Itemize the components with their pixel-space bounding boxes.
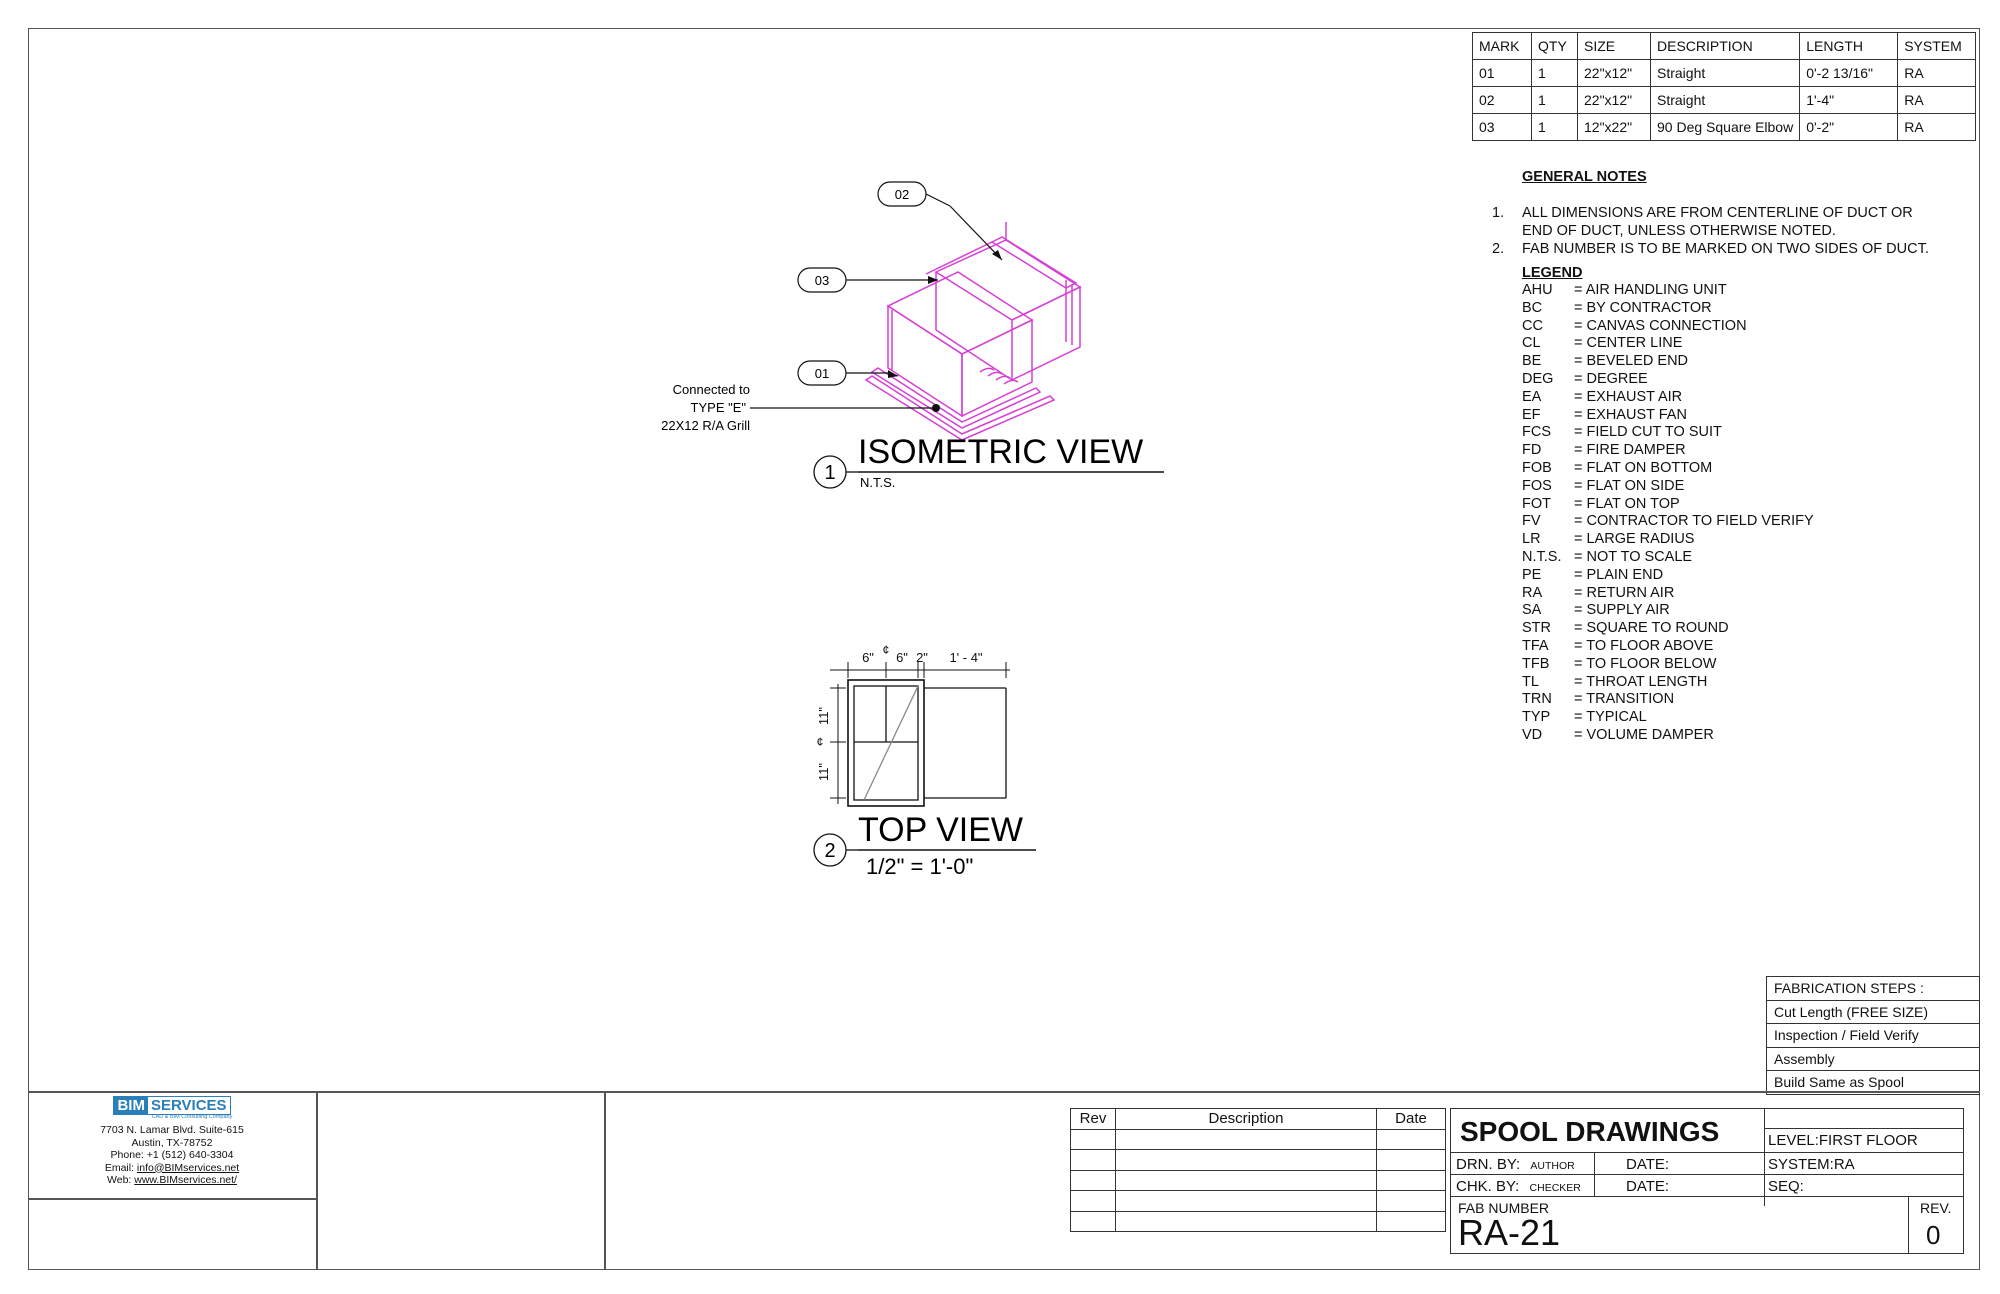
legend-item [1522,460,1882,478]
legend-abbreviation: FD [1522,442,1542,459]
dimension-label: 2" [916,650,928,665]
table-row [1473,87,1976,114]
legend-meaning: = BY CONTRACTOR [1574,299,1712,316]
legend-meaning: = FIRE DAMPER [1574,442,1686,459]
connection-note [661,382,750,433]
schedule-cell: 01 [1473,60,1532,87]
callout-leaders [750,194,1002,408]
legend-item [1522,478,1882,496]
legend-meaning: = RETURN AIR [1574,584,1675,601]
legend-item [1522,567,1882,585]
view-scale: N.T.S. [860,475,896,490]
fabrication-steps-table [1766,976,1980,1095]
title-block-divider [1594,1152,1595,1196]
drawn-date-label: DATE: [1626,1156,1670,1173]
legend-meaning: = TO FLOOR ABOVE [1574,637,1714,654]
legend-item [1522,620,1882,638]
dimension-label: 11" [816,762,831,782]
schedule-cell: RA [1898,87,1976,114]
schedule-cell: 0'-2" [1800,114,1898,141]
view-number: 2 [824,840,836,862]
legend-item [1522,353,1882,371]
fabrication-steps-title: FABRICATION STEPS : [1767,977,1980,1001]
legend-item [1522,389,1882,407]
legend-abbreviation: FOB [1522,459,1552,476]
email-link[interactable]: info@BIMservices.net [136,1161,240,1174]
legend-meaning: = TYPICAL [1574,709,1647,726]
logo-left-text: BIM [114,1097,148,1114]
schedule-cell: 1'-4" [1800,87,1898,114]
revision-value: 0 [1926,1220,1941,1250]
table-row [1071,1191,1446,1212]
top-view-drawing [800,632,1030,812]
legend-meaning: = SQUARE TO ROUND [1574,620,1729,637]
level-field: LEVEL:FIRST FLOOR [1768,1132,1918,1149]
legend-meaning: = THROAT LENGTH [1574,673,1708,690]
legend-item [1522,318,1882,336]
legend-meaning: = NOT TO SCALE [1574,548,1693,565]
note-number: 1. [1492,205,1505,221]
legend-item [1522,335,1882,353]
legend-meaning: = PLAIN END [1574,566,1664,583]
title-strip-divider [28,1091,1980,1093]
fabrication-step: Inspection / Field Verify [1767,1024,1980,1048]
revision-header: Description [1116,1109,1377,1130]
title-block-divider [1908,1196,1909,1254]
revision-header: Date [1377,1109,1446,1130]
legend-item [1522,709,1882,727]
legend-meaning: = CONTRACTOR TO FIELD VERIFY [1574,513,1814,530]
legend-meaning: = LARGE RADIUS [1574,531,1695,548]
connection-point [932,404,940,412]
legend-abbreviation: EA [1522,388,1542,405]
legend-abbreviation: FCS [1522,424,1551,441]
schedule-header: QTY [1532,33,1578,60]
company-phone: Phone: +1 (512) 640-3304 [110,1149,234,1161]
callout-label: 01 [814,366,830,381]
isometric-view-label [810,430,1180,500]
schedule-cell: 22"x12" [1578,60,1651,87]
title-block-divider [1450,1196,1964,1197]
table-row [1473,60,1976,87]
drawn-by-label: DRN. BY: [1456,1156,1521,1173]
legend-item [1522,549,1882,567]
note-item [1492,240,1932,258]
legend-meaning: = EXHAUST FAN [1574,406,1687,423]
legend-meaning: = CENTER LINE [1574,335,1683,352]
schedule-cell: 03 [1473,114,1532,141]
panel-divider [316,1091,318,1270]
legend-abbreviation: N.T.S. [1522,548,1562,565]
title-block-divider [1450,1174,1964,1175]
drawn-by-field [1456,1156,1575,1173]
legend-item [1522,300,1882,318]
system-field: SYSTEM:RA [1768,1156,1855,1173]
schedule-cell: 02 [1473,87,1532,114]
company-info [28,1095,316,1187]
callout-bubble-02 [878,182,926,206]
legend-abbreviation: RA [1522,584,1543,601]
legend-item [1522,602,1882,620]
legend-abbreviation: EF [1522,406,1541,423]
connection-note-line: 22X12 R/A Grill [661,418,750,433]
legend-meaning: = AIR HANDLING UNIT [1574,282,1727,298]
schedule-cell: 1 [1532,87,1578,114]
schedule-cell: 12"x22" [1578,114,1651,141]
schedule-cell: 0'-2 13/16" [1800,60,1898,87]
top-view-label [810,808,1050,888]
logo-tagline: CAD & BIM Consulting Company [151,1114,233,1120]
legend-item [1522,371,1882,389]
logo-right-text: SERVICES [150,1097,227,1114]
callout-bubble-03 [798,268,846,292]
view-title: ISOMETRIC VIEW [858,433,1144,471]
schedule-cell: 90 Deg Square Elbow [1651,114,1800,141]
legend-meaning: = FLAT ON TOP [1574,495,1680,512]
revision-label: REV. [1920,1200,1952,1216]
dimension-label: 11" [816,706,831,726]
view-title: TOP VIEW [858,811,1024,849]
legend-meaning: = TO FLOOR BELOW [1574,655,1717,672]
general-notes-list [1492,204,1932,258]
company-address: 7703 N. Lamar Blvd. Suite-615 [100,1124,244,1136]
schedule-cell: Straight [1651,60,1800,87]
company-web [28,1174,316,1187]
note-item [1492,204,1932,222]
view-scale: 1/2" = 1'-0" [866,854,974,879]
legend-item [1522,638,1882,656]
legend-abbreviation: TFA [1522,637,1549,654]
revisions-table [1070,1108,1446,1232]
legend-item [1522,531,1882,549]
legend-meaning: = SUPPLY AIR [1574,602,1670,619]
note-text: ALL DIMENSIONS ARE FROM CENTERLINE OF DUCT OR [1522,205,1913,221]
dimension-label: 1' - 4" [949,650,983,665]
checked-date-label: DATE: [1626,1178,1670,1195]
company-address: Austin, TX-78752 [131,1136,213,1149]
schedule-header: MARK [1473,33,1532,60]
drawn-by-value: AUTHOR [1530,1160,1575,1172]
note-text: END OF DUCT, UNLESS OTHERWISE NOTED. [1522,223,1836,239]
legend-meaning: = EXHAUST AIR [1574,388,1683,405]
legend-abbreviation: AHU [1522,282,1553,298]
legend-item [1522,407,1882,425]
company-logo [113,1096,230,1115]
legend-abbreviation: TL [1522,673,1539,690]
legend-item [1522,496,1882,514]
table-row [1473,114,1976,141]
note-text: FAB NUMBER IS TO BE MARKED ON TWO SIDES OF DUCT. [1522,241,1929,257]
drawing-title: SPOOL DRAWINGS [1460,1116,1720,1147]
legend-abbreviation: BC [1522,299,1543,316]
legend-meaning: = DEGREE [1574,370,1648,387]
schedule-header: SYSTEM [1898,33,1976,60]
legend-abbreviation: PE [1522,566,1542,583]
fabrication-step: Build Same as Spool [1767,1071,1980,1095]
legend-meaning: = FIELD CUT TO SUIT [1574,424,1722,441]
legend-abbreviation: TFB [1522,655,1550,672]
centerline-symbol: ¢ [882,643,890,657]
legend-item [1522,513,1882,531]
title-block-divider [1764,1128,1964,1129]
parts-schedule-table [1472,32,1976,141]
schedule-header: DESCRIPTION [1651,33,1800,60]
view-number: 1 [824,462,836,484]
duct-geometry [866,222,1080,440]
revision-header: Rev [1071,1109,1116,1130]
legend-item [1522,656,1882,674]
schedule-header: LENGTH [1800,33,1898,60]
panel-divider [604,1091,606,1270]
legend-meaning: = VOLUME DAMPER [1574,726,1714,743]
schedule-cell: RA [1898,114,1976,141]
checked-by-label: CHK. BY: [1456,1178,1520,1195]
legend-abbreviation: LR [1522,531,1541,548]
centerline-symbol: ¢ [816,735,824,749]
top-view-dimensions [830,662,1010,804]
fabrication-step: Cut Length (FREE SIZE) [1767,1000,1980,1024]
checked-by-field [1456,1178,1581,1195]
table-row [1071,1211,1446,1232]
legend-abbreviation: TYP [1522,709,1551,726]
callout-label: 03 [814,273,830,288]
note-item-continued [1492,222,1932,240]
legend-item [1522,674,1882,692]
table-row [1071,1170,1446,1191]
general-notes-heading: GENERAL NOTES [1522,169,1647,185]
sequence-field: SEQ: [1768,1178,1804,1195]
legend-item [1522,424,1882,442]
legend-item [1522,727,1882,745]
legend-meaning: = FLAT ON SIDE [1574,477,1685,494]
dimension-label: 6" [862,650,874,665]
legend-item [1522,282,1882,300]
legend-meaning: = CANVAS CONNECTION [1574,317,1747,334]
email-label: Email: [104,1161,137,1174]
legend-abbreviation: SA [1522,602,1542,619]
title-block-divider [1764,1108,1765,1206]
legend-abbreviation: TRN [1522,691,1552,708]
legend-meaning: = FLAT ON BOTTOM [1574,459,1713,476]
callout-label: 02 [894,187,910,202]
legend-abbreviation: FV [1522,513,1541,530]
schedule-cell: RA [1898,60,1976,87]
legend-heading: LEGEND [1522,265,1583,281]
legend-abbreviation: VD [1522,726,1543,743]
fabrication-step: Assembly [1767,1047,1980,1071]
legend-item [1522,442,1882,460]
schedule-header: SIZE [1578,33,1651,60]
legend-abbreviation: CL [1522,335,1541,352]
legend-meaning: = BEVELED END [1574,353,1689,370]
title-block-divider [1450,1152,1964,1153]
legend-abbreviation: DEG [1522,370,1554,387]
legend-abbreviation: BE [1522,353,1542,370]
legend-abbreviation: FOS [1522,477,1552,494]
schedule-cell: 1 [1532,60,1578,87]
table-row [1071,1129,1446,1150]
general-notes-title [1522,168,1647,186]
dimension-label: 6" [896,650,908,665]
legend-list [1522,282,1882,745]
legend-title [1522,264,1582,282]
legend-item [1522,585,1882,603]
company-email [28,1162,316,1175]
panel-divider [28,1198,317,1200]
connection-note-line: TYPE "E" [690,400,746,415]
schedule-cell: Straight [1651,87,1800,114]
schedule-cell: 22"x12" [1578,87,1651,114]
schedule-header-row [1473,33,1976,60]
fab-number-value: RA-21 [1458,1212,1561,1253]
legend-abbreviation: FOT [1522,495,1551,512]
legend-abbreviation: CC [1522,317,1543,334]
fab-number-label: FAB NUMBER [1458,1200,1550,1216]
callout-bubble-01 [798,361,846,385]
schedule-cell: 1 [1532,114,1578,141]
table-row [1071,1150,1446,1171]
checked-by-value: CHECKER [1529,1182,1581,1194]
web-label: Web: [107,1174,135,1186]
legend-item [1522,691,1882,709]
legend-abbreviation: STR [1522,620,1551,637]
note-number: 2. [1492,241,1505,257]
connection-note-line: Connected to [672,382,750,397]
top-view-geometry [848,680,1006,806]
web-link[interactable]: www.BIMservices.net/ [134,1174,237,1186]
legend-meaning: = TRANSITION [1574,691,1675,708]
